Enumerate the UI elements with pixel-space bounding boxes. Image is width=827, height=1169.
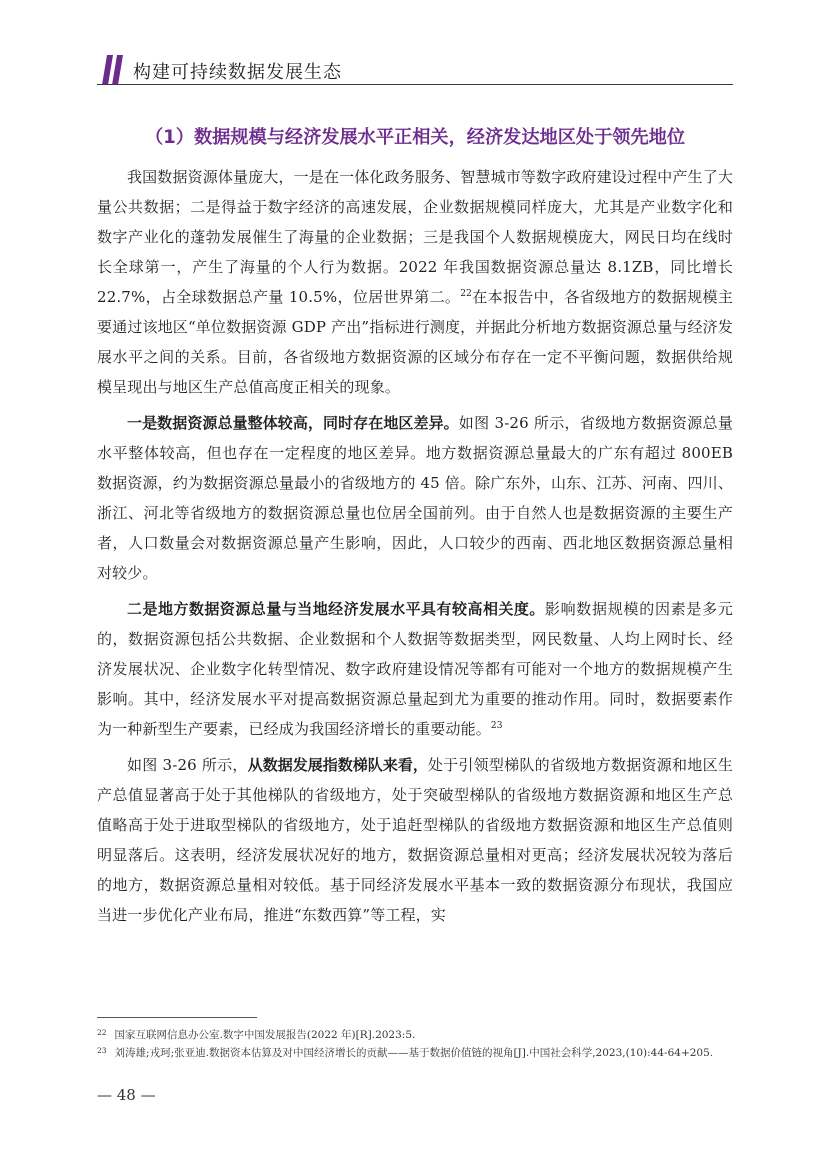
paragraph-4-text-a: 如图 3-26 所示， [127, 756, 248, 774]
paragraph-2-text: 如图 3-26 所示，省级地方数据资源总量水平整体较高，但也存在一定程度的地区差异。地方数据资源总量最大的广东有超过 800EB 数据资源，约为数据资源总量最小的省级地方的 45 倍。除广东外，山东、江苏、河南、四川、浙江、河北等省级地方的数据资源总量也位居全国前列。由于自然人也是数据资源的主要生产者，人口数量会对数据资源总量产生影响，因此，人口较少的西南、西北地区数据资源总量相对较少。 [97, 414, 733, 582]
paragraph-1 [97, 162, 733, 402]
footnote-ref-23[interactable]: 23 [490, 721, 503, 731]
paragraph-4-lead: 从数据发展指数梯队来看， [247, 756, 428, 774]
footnote-number: 23 [97, 1046, 107, 1055]
running-header [97, 52, 733, 86]
paragraph-4-text-b: 处于引领型梯队的省级地方数据资源和地区生产总值显著高于处于其他梯队的省级地方，处于突破型梯队的省级地方数据资源和地区生产总值略高于处于进取型梯队的省级地方，处于追赶型梯队的省级地方数据资源和地区生产总值则明显落后。这表明，经济发展状况好的地方，数据资源总量相对更高；经济发展状况较为落后的地方，数据资源总量相对较低。基于同经济发展水平基本一致的数据资源分布现状，我国应当进一步优化产业布局，推进“东数西算”等工程，实 [97, 756, 733, 924]
page-number: — 48 — [97, 1086, 156, 1104]
footnotes [97, 1025, 733, 1061]
footnote-23 [97, 1043, 733, 1061]
footnote-text: 刘涛雄;戎珂;张亚迪.数据资本估算及对中国经济增长的贡献——基于数据价值链的视角[J].中国社会科学,2023,(10):44-64+205. [114, 1047, 714, 1059]
body-text [97, 162, 733, 936]
paragraph-3 [97, 594, 733, 744]
paragraph-2-lead: 一是数据资源总量整体较高，同时存在地区差异。 [127, 414, 459, 432]
footnote-number: 22 [97, 1028, 107, 1037]
paragraph-1-text-a: 我国数据资源体量庞大，一是在一体化政务服务、智慧城市等数字政府建设过程中产生了大量公共数据；二是得益于数字经济的高速发展，企业数据规模同样庞大，尤其是产业数字化和数字产业化的蓬勃发展催生了海量的企业数据；三是我国个人数据规模庞大，网民日均在线时长全球第一，产生了海量的个人行为数据。2022 年我国数据资源总量达 8.1ZB，同比增长 22.7%，占全球数据总产量 10.5%，位居世界第二。 [97, 168, 734, 306]
footnote-rule [97, 1017, 257, 1018]
footnote-text: 国家互联网信息办公室.数字中国发展报告(2022 年)[R].2023:5. [114, 1029, 416, 1041]
footnote-22 [97, 1025, 733, 1043]
section-heading: （1）数据规模与经济发展水平正相关，经济发达地区处于领先地位 [144, 127, 686, 148]
paragraph-1-text-b: 在本报告中，各省级地方的数据规模主要通过该地区“单位数据资源 GDP 产出”指标进行测度，并据此分析地方数据资源总量与经济发展水平之间的关系。目前，各省级地方数据资源的区域分布存在一定不平衡问题，数据供给规模呈现出与地区生产总值高度正相关的现象。 [97, 288, 733, 396]
paragraph-4 [97, 750, 733, 930]
paragraph-2 [97, 408, 733, 588]
footnote-ref-22[interactable]: 22 [460, 289, 473, 299]
paragraph-3-lead: 二是地方数据资源总量与当地经济发展水平具有较高相关度。 [127, 600, 545, 618]
header-title: 构建可持续数据发展生态 [133, 62, 342, 83]
header-rule [97, 84, 733, 85]
paragraph-3-text: 影响数据规模的因素是多元的，数据资源包括公共数据、企业数据和个人数据等数据类型，网民数量、人均上网时长、经济发展状况、企业数字化转型情况、数字政府建设情况等都有可能对一个地方的数据规模产生影响。其中，经济发展水平对提高数据资源总量起到尤为重要的推动作用。同时，数据要素作为一种新型生产要素，已经成为我国经济增长的重要动能。 [97, 600, 733, 738]
double-bar-icon [101, 55, 125, 85]
